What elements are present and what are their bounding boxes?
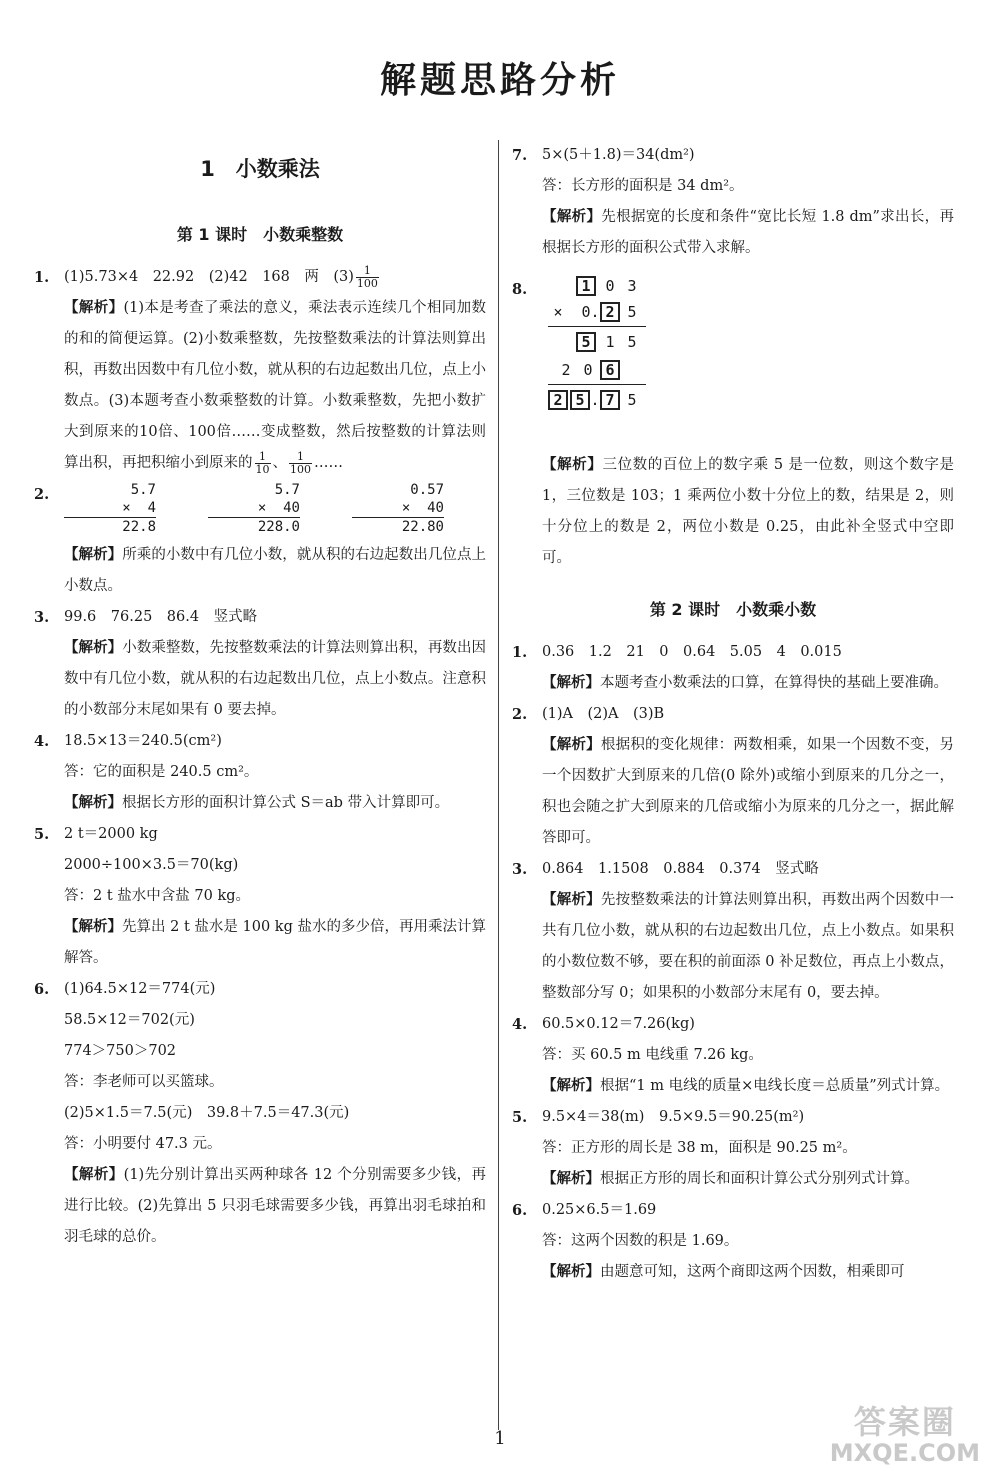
question-2	[34, 479, 486, 602]
analysis-label: 【解析】	[542, 209, 602, 225]
answer-line: 答：它的面积是 240.5 cm²。	[64, 764, 259, 780]
digit: 5	[627, 333, 637, 351]
analysis-text: 小数乘整数，先按整数乘法的计算法则算出积，再数出因数中有几位小数，就从积的右边起数出几位，点上小数点。注意积的小数部分末尾如果有 0 要去掉。	[64, 640, 487, 718]
numerator: 1	[356, 265, 379, 278]
analysis	[542, 450, 954, 574]
analysis-label: 【解析】	[542, 1171, 600, 1187]
rule	[548, 326, 646, 327]
multiplicand: 0.57	[410, 482, 444, 498]
question-number: 4.	[512, 1016, 528, 1033]
answer-line: 99.6 76.25 86.4 竖式略	[64, 609, 258, 625]
right-column	[512, 140, 954, 1288]
answer-box: 7	[600, 390, 620, 410]
answer-box: 2	[600, 302, 620, 322]
analysis	[64, 1160, 486, 1253]
answer-line: 60.5×0.12＝7.26(kg)	[542, 1016, 695, 1032]
analysis-text: 所乘的小数中有几位小数，就从积的右边起数出几位点上小数点。	[64, 547, 487, 594]
question-5	[512, 1102, 954, 1195]
analysis-text: 三位数的百位上的数字乘 5 是一位数，则这个数字是 1，三位数是 103；1 乘两位小数十分位上的数，结果是 2，则十分位上的数是 2，两位小数是 0.25，由此补全竖式中空即可。	[542, 457, 954, 566]
question-3	[34, 602, 486, 726]
column-divider	[498, 140, 499, 1430]
analysis-text: (1)先分别计算出买两种球各 12 个分别需要多少钱，再进行比较。(2)先算出 5 只羽毛球需要多少钱，再算出羽毛球拍和羽毛球的总价。	[64, 1167, 486, 1245]
analysis-text: 根据正方形的周长和面积计算公式分别列式计算。	[600, 1171, 919, 1187]
denominator: 100	[356, 276, 378, 290]
analysis-text: 根据积的变化规律：两数相乘，如果一个因数不变，另一个因数扩大到原来的几倍(0 除外)或缩小到原来的几分之一，积也会随之扩大到原来的几倍或缩小为原来的几分之一，据此解答即可。	[542, 737, 954, 846]
answer-line: 2 t＝2000 kg	[64, 826, 158, 842]
answer-line: 18.5×13＝240.5(cm²)	[64, 733, 222, 749]
question-4	[512, 1009, 954, 1102]
multiplier: × 4	[122, 500, 156, 516]
analysis-label: 【解析】	[64, 1167, 124, 1183]
lesson-heading: 第 1 课时 小数乘整数	[176, 225, 344, 244]
question-1	[34, 262, 486, 479]
vertical-puzzle	[542, 274, 954, 450]
question-number: 8.	[512, 281, 528, 298]
analysis-text: 先根据宽的长度和条件“宽比长短 1.8 dm”求出长，再根据长方形的面积公式带入求解。	[542, 209, 955, 256]
question-number: 2.	[512, 706, 528, 723]
analysis-label: 【解析】	[542, 892, 601, 908]
analysis	[542, 730, 954, 854]
denominator: 10	[255, 462, 270, 476]
answer-box: 2	[548, 390, 568, 410]
page-title: 解题思路分析	[379, 60, 620, 101]
answer-line: (2)5×1.5＝7.5(元) 39.8＋7.5＝47.3(元)	[64, 1105, 350, 1121]
analysis	[542, 885, 954, 1009]
question-number: 1.	[512, 644, 528, 661]
analysis-text: 由题意可知，这两个商即这两个因数，相乘即可	[600, 1264, 905, 1280]
question-6	[512, 1195, 954, 1288]
analysis-label: 【解析】	[64, 640, 123, 656]
analysis-label: 【解析】	[64, 300, 124, 316]
question-number: 4.	[34, 733, 50, 750]
multiply-sign: ×	[553, 303, 563, 321]
question-number: 2.	[34, 486, 50, 503]
answer-line: 58.5×12＝702(元)	[64, 1012, 195, 1028]
fraction	[356, 265, 379, 290]
analysis-text: (1)本是考查了乘法的意义，乘法表示连续几个相同加数的和的简便运算。(2)小数乘整数，先按整数乘法的计算法则算出积，再数出因数中有几位小数，就从积的右边起数出几位，点上小数点。(3)本题考查小数乘整数的计算。小数乘整数，先把小数扩大到原来的10倍、100倍……变成整数，然后按整数的计算法则算出积，再把积缩小到原来的	[64, 300, 487, 471]
analysis-ellipsis: ……	[314, 455, 343, 471]
watermark-text: 答案圈	[853, 1403, 956, 1441]
question-6	[34, 974, 486, 1253]
fraction	[289, 451, 312, 476]
analysis-label: 【解析】	[542, 457, 603, 473]
digit: 5	[627, 303, 637, 321]
answer-line: 答：2 t 盐水中含盐 70 kg。	[64, 888, 251, 904]
analysis-label: 【解析】	[64, 919, 123, 935]
analysis-text: 根据“1 m 电线的质量×电线长度＝总质量”列式计算。	[600, 1078, 950, 1094]
question-number: 6.	[512, 1202, 528, 1219]
digit: 3	[627, 277, 637, 295]
question-7	[512, 140, 954, 264]
numerator: 1	[289, 451, 312, 464]
answer-text: (1)5.73×4 22.92 (2)42 168 两 (3)	[64, 269, 354, 285]
multiplier: × 40	[401, 500, 444, 516]
analysis-text: 本题考查小数乘法的口算，在算得快的基础上要准确。	[600, 675, 948, 691]
chapter-heading: 1 小数乘法	[200, 157, 320, 181]
watermark-logo	[830, 1404, 980, 1466]
answer-line: 2000÷100×3.5＝70(kg)	[64, 857, 239, 873]
question-number: 6.	[34, 981, 50, 998]
question-number: 1.	[34, 269, 50, 286]
answer-box: 5	[570, 390, 590, 410]
analysis	[64, 912, 486, 974]
multiplicand: 5.7	[130, 482, 156, 498]
answer-line: 9.5×4＝38(m) 9.5×9.5＝90.25(m²)	[542, 1109, 805, 1125]
analysis	[64, 540, 486, 602]
answer-line: 774＞750＞702	[64, 1043, 177, 1059]
answer-box: 6	[600, 360, 620, 380]
answer-line: 答：这两个因数的积是 1.69。	[542, 1233, 739, 1249]
analysis	[542, 1257, 954, 1288]
product: 22.8	[64, 517, 156, 536]
page-number: 1	[494, 1428, 506, 1449]
analysis-text: 根据长方形的面积计算公式 S＝ab 带入计算即可。	[122, 795, 450, 811]
multiplier: × 40	[257, 500, 300, 516]
question-number: 5.	[34, 826, 50, 843]
denominator: 100	[290, 462, 311, 476]
question-4	[34, 726, 486, 819]
analysis-label: 【解析】	[542, 675, 600, 691]
analysis-label: 【解析】	[542, 737, 601, 753]
question-8	[512, 274, 954, 574]
product: 228.0	[208, 517, 300, 536]
left-column	[34, 140, 486, 1253]
digit: 0	[583, 361, 593, 379]
answer-line: 答：正方形的周长是 38 m，面积是 90.25 m²。	[542, 1140, 857, 1156]
answer-line: 0.25×6.5＝1.69	[542, 1202, 657, 1218]
answer-line: 答：买 60.5 m 电线重 7.26 kg。	[542, 1047, 763, 1063]
lesson-heading: 第 2 课时 小数乘小数	[649, 600, 817, 619]
analysis-label: 【解析】	[542, 1264, 600, 1280]
analysis	[64, 633, 486, 726]
answer-line: 答：李老师可以买篮球。	[64, 1074, 224, 1090]
question-3	[512, 854, 954, 1009]
question-5	[34, 819, 486, 974]
question-1	[512, 637, 954, 699]
watermark-url: MXQE.COM	[829, 1439, 980, 1467]
analysis-label: 【解析】	[64, 795, 122, 811]
multiplicand: 5.7	[274, 482, 300, 498]
vertical-calculation	[352, 481, 444, 536]
analysis-label: 【解析】	[64, 547, 123, 563]
question-number: 3.	[34, 609, 50, 626]
separator: 、	[272, 455, 287, 471]
analysis-text: 先按整数乘法的计算法则算出积，再数出两个因数中一共有几位小数，就从积的右边起数出几位，点上小数点。如果积的小数位数不够，要在积的前面添 0 补足数位，再点上小数点，整数部分写 0；如果积的小数部分末尾有 0，要去掉。	[542, 892, 954, 1001]
analysis-text: 先算出 2 t 盐水是 100 kg 盐水的多少倍，再用乘法计算解答。	[64, 919, 487, 966]
answer-line: 答：长方形的面积是 34 dm²。	[542, 178, 744, 194]
answer-line: 答：小明要付 47.3 元。	[64, 1136, 222, 1152]
vertical-calculation	[64, 481, 156, 536]
answer-line: (1)A (2)A (3)B	[542, 706, 665, 722]
fraction	[255, 451, 271, 476]
question-number: 3.	[512, 861, 528, 878]
digit: 0	[605, 277, 615, 295]
question-number: 5.	[512, 1109, 528, 1126]
decimal-point: .	[590, 391, 600, 409]
rule	[548, 384, 646, 385]
vertical-calculations	[64, 479, 486, 540]
analysis	[64, 788, 486, 819]
answer-line: (1)64.5×12＝774(元)	[64, 981, 216, 997]
question-2	[512, 699, 954, 854]
answer-box: 5	[576, 332, 596, 352]
analysis-label: 【解析】	[542, 1078, 600, 1094]
analysis	[542, 1071, 954, 1102]
answer-line	[64, 262, 486, 293]
answer-line: 0.864 1.1508 0.884 0.374 竖式略	[542, 861, 819, 877]
question-number: 7.	[512, 147, 528, 164]
answer-line: 5×(5＋1.8)＝34(dm²)	[542, 147, 695, 163]
analysis	[542, 1164, 954, 1195]
numerator: 1	[255, 451, 271, 464]
analysis	[64, 293, 486, 479]
digit: 1	[605, 333, 615, 351]
vertical-calculation	[208, 481, 300, 536]
digit: 0	[581, 303, 591, 321]
decimal-point: .	[590, 303, 600, 321]
product: 22.80	[352, 517, 444, 536]
analysis	[542, 202, 954, 264]
digit: 2	[561, 361, 571, 379]
answer-line: 0.36 1.2 21 0 0.64 5.05 4 0.015	[542, 644, 842, 660]
analysis	[542, 668, 954, 699]
digit: 5	[627, 391, 637, 409]
answer-box: 1	[576, 276, 596, 296]
